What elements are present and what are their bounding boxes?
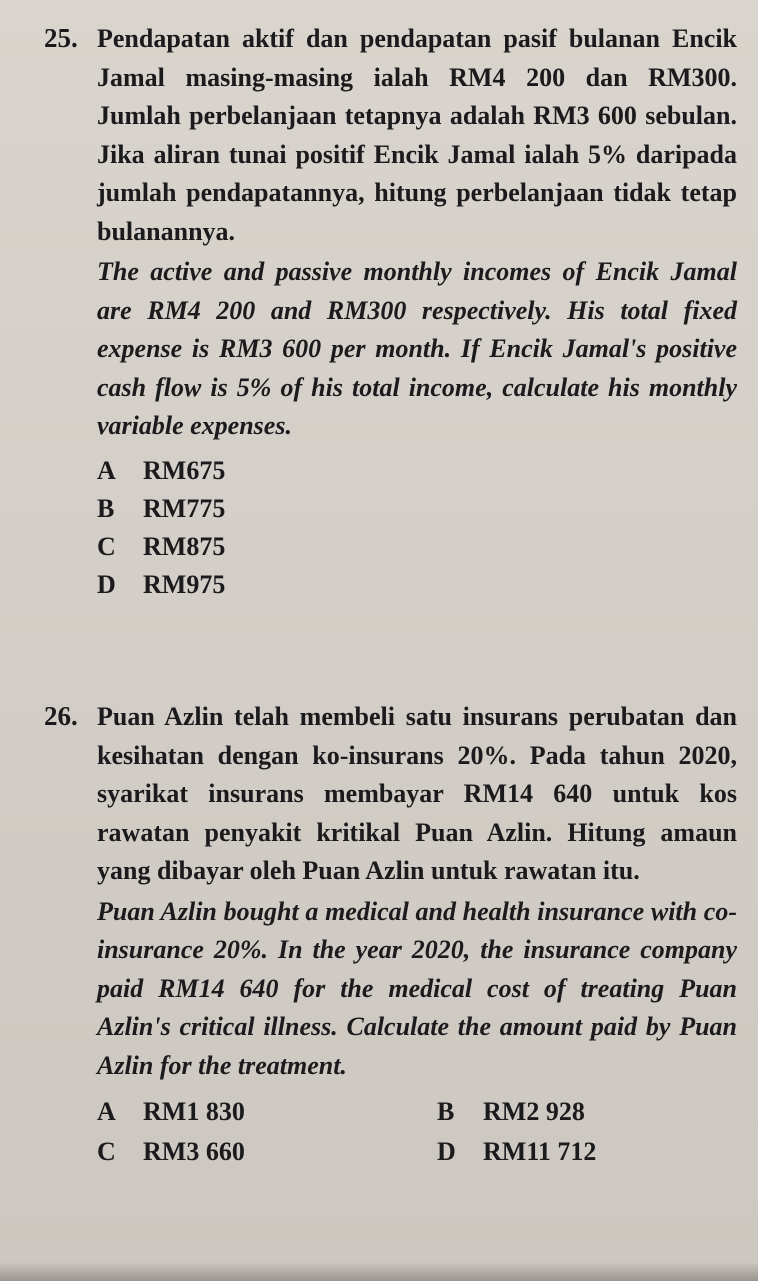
option-d[interactable] <box>437 1133 737 1171</box>
option-text: RM2 928 <box>483 1097 585 1126</box>
option-c[interactable] <box>97 528 737 566</box>
page-edge-shadow <box>0 1262 758 1281</box>
question-text-english: The active and passive monthly incomes of Encik Jamal are RM4 200 and RM300 respectively. His total fixed expense is RM3 600 per month. If Encik Jamal's positive cash flow is 5% of his total income, calculate his monthly variable expenses. <box>97 257 737 440</box>
option-text: RM1 830 <box>143 1097 245 1126</box>
question-text-malay: Puan Azlin telah membeli satu insurans perubatan dan kesihatan dengan ko-insurans 20%. Pada tahun 2020, syarikat insurans membayar RM14 640 untuk kos rawatan penyakit kritikal Puan Azlin. Hitung amaun yang dibayar oleh Puan Azlin untuk rawatan itu. <box>97 702 737 885</box>
option-text: RM675 <box>143 455 226 485</box>
question-text-english: Puan Azlin bought a medical and health insurance with co-insurance 20%. In the year 2020, the insurance company paid RM14 640 for the medical cost of treating Puan Azlin's critical illness. Calculate the amount paid by Puan Azlin for the treatment. <box>97 896 737 1080</box>
answer-options <box>97 452 737 604</box>
option-letter: A <box>97 1097 116 1126</box>
option-letter: B <box>97 493 115 523</box>
option-d[interactable] <box>97 566 737 604</box>
option-letter: A <box>97 455 116 485</box>
option-a[interactable] <box>97 452 737 490</box>
option-text: RM11 712 <box>483 1137 597 1166</box>
question-body <box>97 698 737 1171</box>
question-body <box>97 20 737 604</box>
option-letter: C <box>97 531 116 561</box>
answer-options <box>97 1093 737 1171</box>
option-letter: B <box>437 1097 455 1126</box>
option-letter: D <box>97 569 116 599</box>
option-letter: D <box>437 1137 456 1166</box>
option-a[interactable] <box>97 1093 437 1131</box>
question-text-malay: Pendapatan aktif dan pendapatan pasif bulanan Encik Jamal masing-masing ialah RM4 200 dan RM300. Jumlah perbelanjaan tetapnya adalah RM3 600 sebulan. Jika aliran tunai positif Encik Jamal ialah 5% daripada jumlah pendapatannya, hitung perbelanjaan tidak tetap bulanannya. <box>97 24 737 246</box>
question-number: 26. <box>44 701 78 731</box>
option-letter: C <box>97 1137 116 1166</box>
question-number: 25. <box>44 23 78 53</box>
option-b[interactable] <box>437 1093 737 1131</box>
option-c[interactable] <box>97 1133 437 1171</box>
option-text: RM975 <box>143 569 226 599</box>
option-text: RM875 <box>143 531 226 561</box>
option-text: RM3 660 <box>143 1137 245 1166</box>
option-b[interactable] <box>97 490 737 528</box>
option-text: RM775 <box>143 493 226 523</box>
